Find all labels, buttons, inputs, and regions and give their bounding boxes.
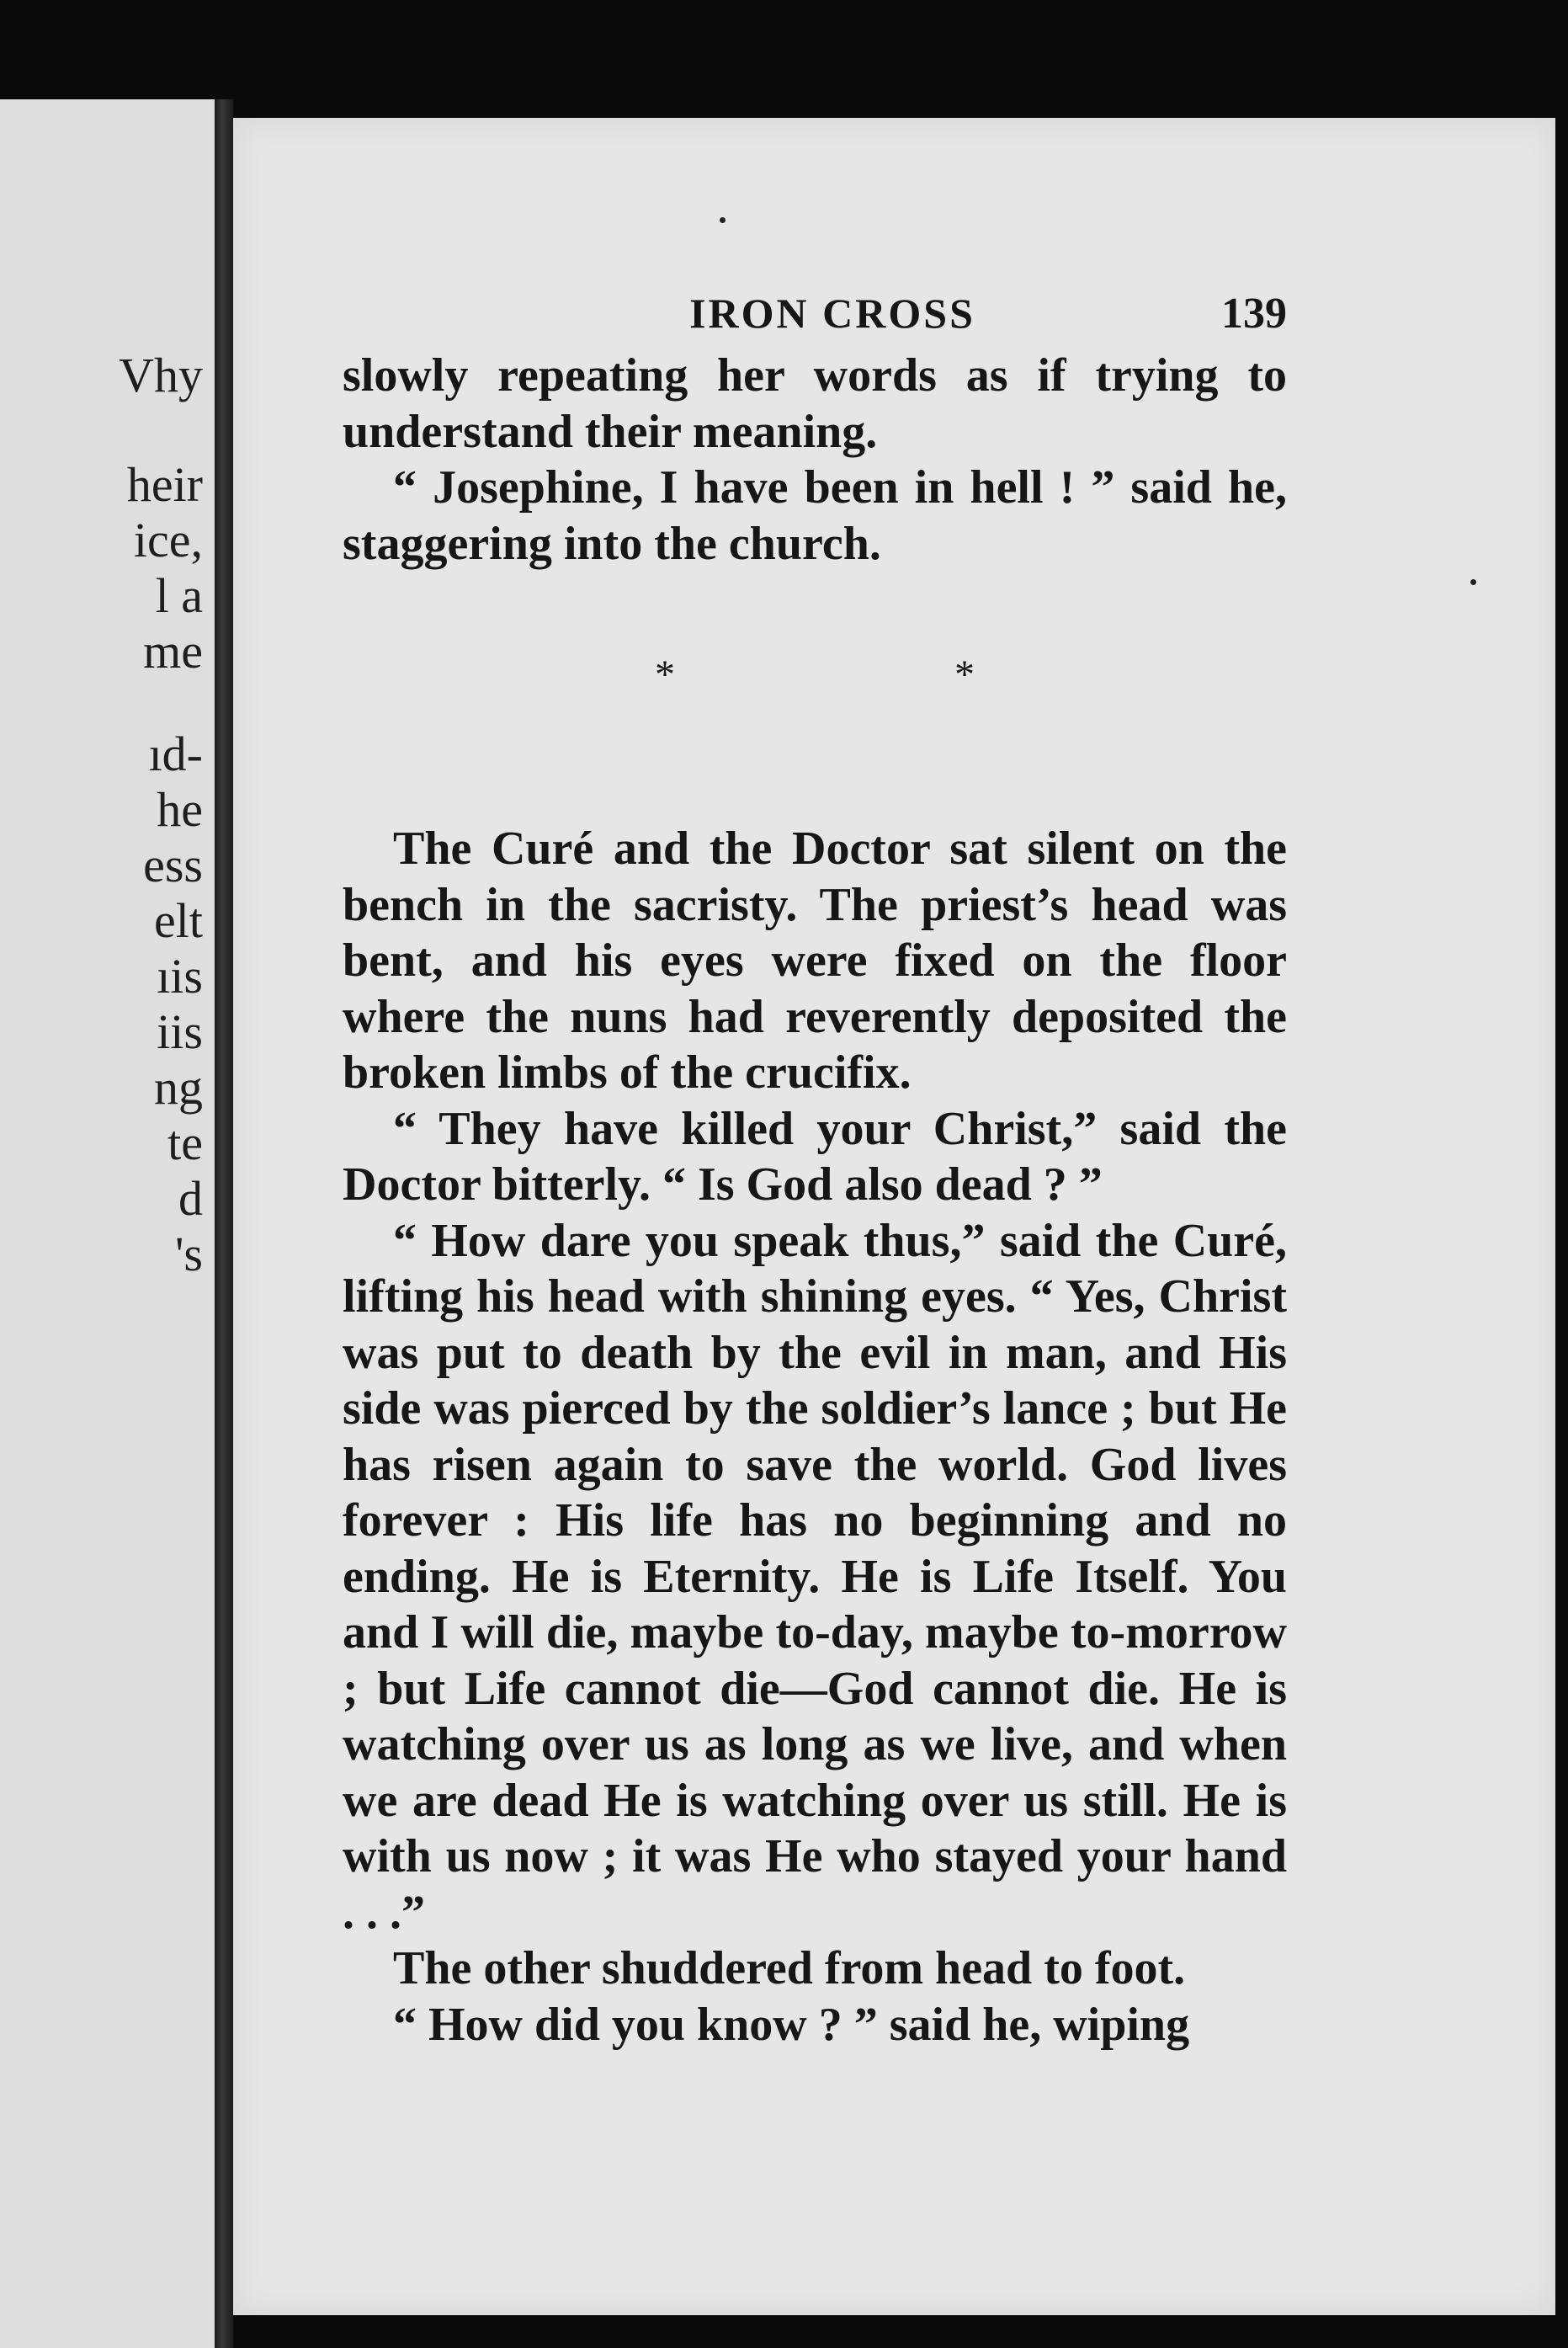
- left-fragment-line: d: [178, 1171, 203, 1226]
- paragraph: slowly repeating her words as if trying to understand their meaning.: [343, 349, 1287, 458]
- paragraph: The other shuddered from head to foot.: [393, 1942, 1186, 1994]
- paragraph: “ How did you know ? ” said he, wiping: [393, 1998, 1190, 2051]
- paragraph: The Curé and the Doctor sat silent on the bench in the sacristy. The priest’s head was bent, and his eyes were fixed on the floor where the nuns had reverently deposited the broken limbs of the crucifix.: [343, 823, 1287, 1099]
- left-fragment-line: iis: [157, 1004, 203, 1059]
- left-fragment-line: me: [143, 624, 203, 679]
- running-header: [343, 289, 1287, 348]
- left-fragment-line: Vhy: [119, 348, 203, 402]
- left-page-text-fragments: [119, 348, 203, 1282]
- paragraph: “ They have killed your Christ,” said the Doctor bitterly. “ Is God also dead ? ”: [343, 1102, 1287, 1211]
- body-text-top: [343, 348, 1287, 572]
- book-page: [233, 118, 1555, 2315]
- left-fragment-line: ıd-: [148, 727, 203, 781]
- left-fragment-line: 's: [174, 1227, 203, 1281]
- body-text-main: [343, 821, 1287, 2053]
- paragraph: “ Josephine, I have been in hell ! ” said he, staggering into the church.: [343, 461, 1287, 570]
- page-content: [343, 289, 1287, 2053]
- paper-speck: [1470, 579, 1476, 585]
- left-fragment-line: ng: [154, 1060, 203, 1115]
- running-title: IRON CROSS: [689, 290, 975, 337]
- left-fragment-line: ess: [143, 838, 203, 892]
- left-fragment-line: he: [157, 782, 203, 837]
- left-facing-page: [0, 99, 215, 2348]
- left-fragment-line: l a: [155, 568, 203, 623]
- left-fragment-line: ice,: [133, 513, 203, 567]
- left-fragment-line: elt: [154, 893, 203, 948]
- left-fragment-line: te: [167, 1115, 203, 1170]
- page-number: 139: [1221, 290, 1287, 338]
- paragraph: “ How dare you speak thus,” said the Curé, lifting his head with shining eyes. “ Yes, Christ was put to death by the evil in man, and His side was pierced by the soldier’s lance ; but He has risen again to save the world. God lives forever : His life has no beginning and no ending. He is Eternity. He is Life Itself. You and I will die, maybe to-day, maybe to-morrow ; but Life cannot die—God cannot die. He is watching over us as long as we live, and when we are dead He is watching over us still. He is with us now ; it was He who stayed your hand . . .”: [343, 1214, 1287, 1939]
- left-fragment-line: ıis: [157, 949, 203, 1004]
- section-break-ornament: * *: [655, 652, 1109, 697]
- left-fragment-line: heir: [126, 457, 203, 512]
- paper-speck: [720, 217, 726, 223]
- book-gutter: [215, 99, 233, 2348]
